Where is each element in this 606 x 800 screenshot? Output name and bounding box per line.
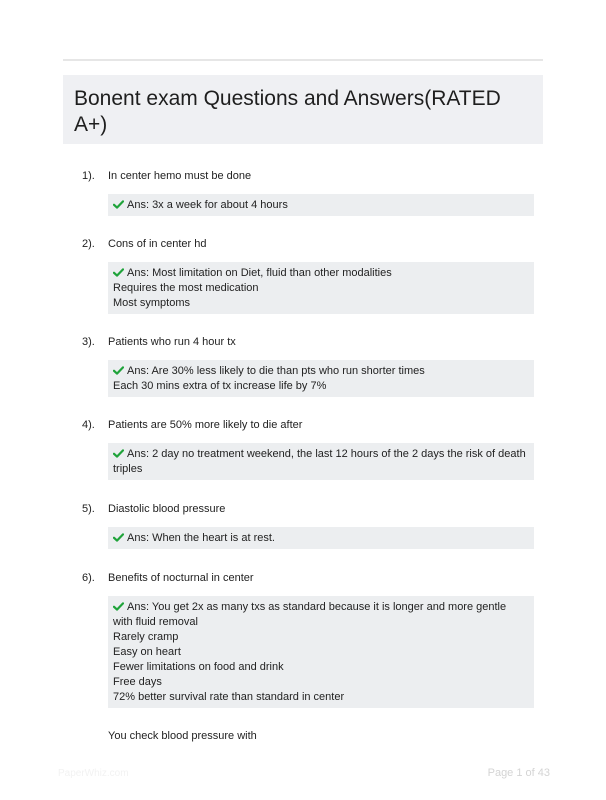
answer-box — [108, 262, 534, 314]
question-text: You check blood pressure with — [108, 730, 257, 742]
page-number: Page 1 of 43 — [487, 767, 550, 779]
answer-line: Rarely cramp — [113, 631, 179, 643]
answer-line: Ans: 2 day no treatment weekend, the last 12 hours of the 2 days the risk of death triples — [113, 448, 526, 475]
answer-box — [108, 194, 534, 216]
answer-line: Ans: Are 30% less likely to die than pts who run shorter times — [113, 364, 528, 379]
question-number: 2). — [82, 238, 95, 250]
check-icon — [113, 602, 124, 611]
question-number: 6). — [82, 572, 95, 584]
question-text: Benefits of nocturnal in center — [108, 572, 254, 584]
answer-line: Each 30 mins extra of tx increase life by 7% — [113, 380, 327, 392]
answer-line: Free days — [113, 676, 162, 688]
check-icon — [113, 268, 124, 277]
document-title: Bonent exam Questions and Answers(RATED A+) — [74, 87, 501, 136]
question-text: Cons of in center hd — [108, 238, 207, 250]
answer-box — [108, 360, 534, 397]
check-icon — [113, 449, 124, 458]
answer-line: Easy on heart — [113, 646, 181, 658]
footer-brand: PaperWhiz.com — [58, 768, 129, 779]
answer-line: Ans: 3x a week for about 4 hours — [113, 198, 528, 213]
question-number: 5). — [82, 503, 95, 515]
title-banner — [63, 75, 543, 144]
question-number: 1). — [82, 170, 95, 182]
question-text: Diastolic blood pressure — [108, 503, 226, 515]
answer-box — [108, 527, 534, 549]
answer-line: Most symptoms — [113, 297, 191, 309]
answer-box — [108, 443, 534, 480]
top-divider — [63, 59, 543, 61]
check-icon — [113, 200, 124, 209]
answer-line: Fewer limitations on food and drink — [113, 661, 284, 673]
check-icon — [113, 533, 124, 542]
question-number: 3). — [82, 336, 95, 348]
answer-line: Ans: You get 2x as many txs as standard because it is longer and more gentle with fluid removal — [113, 601, 507, 628]
answer-line: Ans: Most limitation on Diet, fluid than other modalities — [113, 266, 528, 281]
answer-line: 72% better survival rate than standard in center — [113, 691, 345, 703]
question-text: Patients are 50% more likely to die after — [108, 419, 303, 431]
answer-box — [108, 596, 534, 708]
check-icon — [113, 366, 124, 375]
question-text: Patients who run 4 hour tx — [108, 336, 236, 348]
answer-line: Ans: When the heart is at rest. — [113, 531, 528, 546]
question-number: 4). — [82, 419, 95, 431]
question-text: In center hemo must be done — [108, 170, 252, 182]
answer-line: Requires the most medication — [113, 282, 259, 294]
